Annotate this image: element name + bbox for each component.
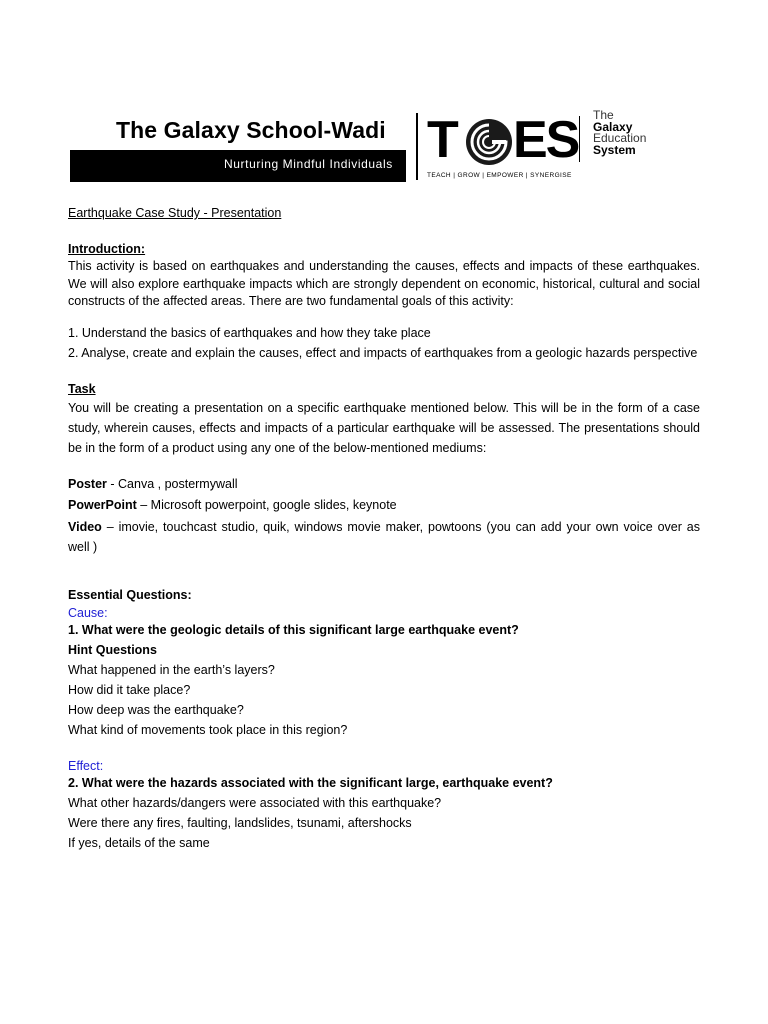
- logo-system-text: [593, 110, 646, 156]
- introduction-paragraph: This activity is based on earthquakes and understanding the causes, effects and impacts of these earthquakes. We will also explore earthquake impacts which are strongly dependent on economic, historical, cultural and social constructs of the affected areas. There are two fundamental goals of this activity:: [68, 259, 700, 308]
- logo-letter-t: T: [427, 111, 457, 169]
- logo-g-spiral-icon: [464, 117, 514, 167]
- effect-hint: What other hazards/dangers were associated with this earthquake?: [68, 795, 442, 810]
- essential-questions-heading: Essential Questions:: [68, 588, 192, 602]
- hint-question: What happened in the earth’s layers?: [68, 662, 275, 677]
- effect-question: 2. What were the hazards associated with the significant large, earthquake event?: [68, 776, 553, 790]
- medium-text: - Canva , postermywall: [106, 477, 238, 491]
- tges-logo: [425, 108, 665, 184]
- letterhead: [0, 0, 768, 200]
- goal-item: 1. Understand the basics of earthquakes and how they take place: [68, 325, 431, 340]
- medium-item: [68, 476, 700, 494]
- logo-word-galaxy: Galaxy: [593, 119, 633, 134]
- hint-question: What kind of movements took place in this region?: [68, 722, 348, 737]
- document-body: [68, 205, 700, 853]
- medium-label: Video: [68, 520, 102, 534]
- logo-word-the: The: [593, 108, 614, 122]
- medium-text: – Microsoft powerpoint, google slides, keynote: [136, 497, 397, 512]
- effect-hint: Were there any fires, faulting, landslides, tsunami, aftershocks: [68, 815, 412, 830]
- cause-question: 1. What were the geologic details of this significant large earthquake event?: [68, 623, 519, 637]
- school-name: The Galaxy School-Wadi: [116, 117, 386, 143]
- effect-label: Effect:: [68, 758, 104, 773]
- medium-item: [68, 497, 700, 515]
- introduction-heading: Introduction:: [68, 241, 146, 256]
- medium-label: Poster: [68, 477, 107, 491]
- medium-label: PowerPoint: [68, 497, 137, 512]
- goal-item: 2. Analyse, create and explain the causes, effect and impacts of earthquakes from a geologic hazards perspective: [68, 345, 698, 360]
- task-heading: Task: [68, 381, 96, 396]
- hint-question: How deep was the earthquake?: [68, 702, 244, 717]
- logo-divider: [579, 116, 580, 162]
- tagline: Nurturing Mindful Individuals: [224, 157, 393, 171]
- medium-item: [68, 517, 700, 557]
- effect-hint: If yes, details of the same: [68, 835, 210, 850]
- medium-text: – imovie, touchcast studio, quik, windows movie maker, powtoons (you can add your own voice over as well ): [68, 520, 700, 554]
- logo-word-system: System: [593, 142, 636, 157]
- document-title: Earthquake Case Study - Presentation: [68, 206, 282, 220]
- logo-word-education: Education: [593, 131, 647, 145]
- hint-question: How did it take place?: [68, 682, 191, 697]
- cause-label: Cause:: [68, 605, 108, 620]
- header-divider: [416, 113, 418, 180]
- logo-motto: TEACH | GROW | EMPOWER | SYNERGISE: [427, 172, 572, 179]
- task-paragraph: You will be creating a presentation on a specific earthquake mentioned below. This will be in the form of a case study, wherein causes, effects and impacts of a particular earthquake will be assessed. The presentations should be in the form of a product using any one of the below-mentioned mediums:: [68, 401, 700, 455]
- hint-questions-heading: Hint Questions: [68, 642, 157, 657]
- logo-letters-es: ES: [513, 111, 579, 169]
